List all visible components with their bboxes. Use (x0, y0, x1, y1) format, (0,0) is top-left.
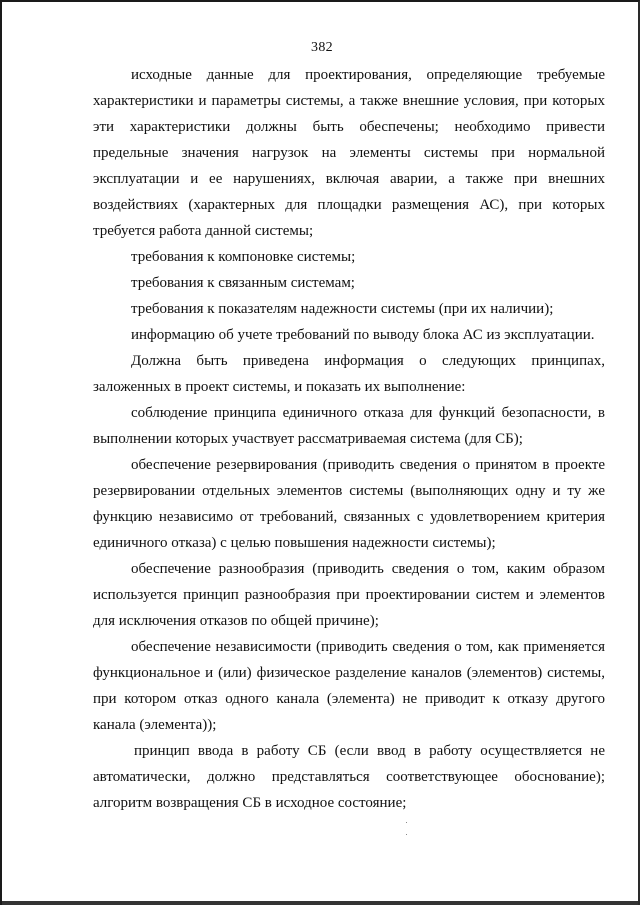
text-line: эти характеристики должны быть обеспечены; необходимо привести (93, 119, 605, 135)
text-line: автоматически, должно представляться соответствующее обоснование); (93, 769, 605, 785)
text-line: функцию независимо от требований, связанных с удовлетворением критерия (93, 509, 605, 525)
text-line: обеспечение разнообразия (приводить сведения о том, каким образом (131, 561, 605, 577)
text-line: для исключения отказов по общей причине); (93, 613, 379, 629)
text-line: предельные значения нагрузок на элементы системы при нормальной (93, 145, 605, 161)
page-number: 382 (311, 40, 333, 55)
text-line: характеристики и параметры системы, а также внешние условия, при которых (93, 93, 605, 109)
text-line: используется принцип разнообразия при проектировании систем и элементов (93, 587, 605, 603)
text-line: заложенных в проект системы, и показать их выполнение: (93, 379, 466, 395)
text-line: принцип ввода в работу СБ (если ввод в работу осуществляется не (134, 743, 605, 759)
text-line: алгоритм возвращения СБ в исходное состояние; (93, 795, 407, 811)
text-line: требуется работа данной системы; (93, 223, 314, 239)
scan-speck (406, 834, 407, 835)
document-body (93, 62, 605, 816)
text-line: требования к компоновке системы; (131, 249, 356, 265)
text-line: требования к показателям надежности системы (при их наличии); (131, 301, 554, 317)
text-line: Должна быть приведена информация о следующих принципах, (131, 353, 605, 369)
text-line: единичного отказа) с целью повышения надежности системы); (93, 535, 496, 551)
text-line: эксплуатации и ее нарушениях, включая аварии, а также при внешних (93, 171, 605, 187)
text-line: функциональное и (или) физическое разделение каналов (элементов) системы, (93, 665, 605, 681)
text-line: обеспечение независимости (приводить сведения о том, как применяется (131, 639, 605, 655)
text-line: резервировании отдельных элементов системы (выполняющих одну и ту же (93, 483, 605, 499)
text-line: обеспечение резервирования (приводить сведения о принятом в проекте (131, 457, 605, 473)
text-line: требования к связанным системам; (131, 275, 355, 291)
text-line: выполнении которых участвует рассматриваемая система (для СБ); (93, 431, 523, 447)
text-line: воздействиях (характерных для площадки размещения АС), при которых (93, 197, 605, 213)
text-line: соблюдение принципа единичного отказа для функций безопасности, в (131, 405, 605, 421)
text-line: информацию об учете требований по выводу блока АС из эксплуатации. (131, 327, 595, 343)
text-line: канала (элемента)); (93, 717, 217, 733)
scan-speck (406, 822, 407, 823)
scan-bottom-edge (2, 901, 640, 905)
text-line: исходные данные для проектирования, определяющие требуемые (131, 67, 605, 83)
text-line: при котором отказ одного канала (элемента) не приводит к отказу другого (93, 691, 605, 707)
